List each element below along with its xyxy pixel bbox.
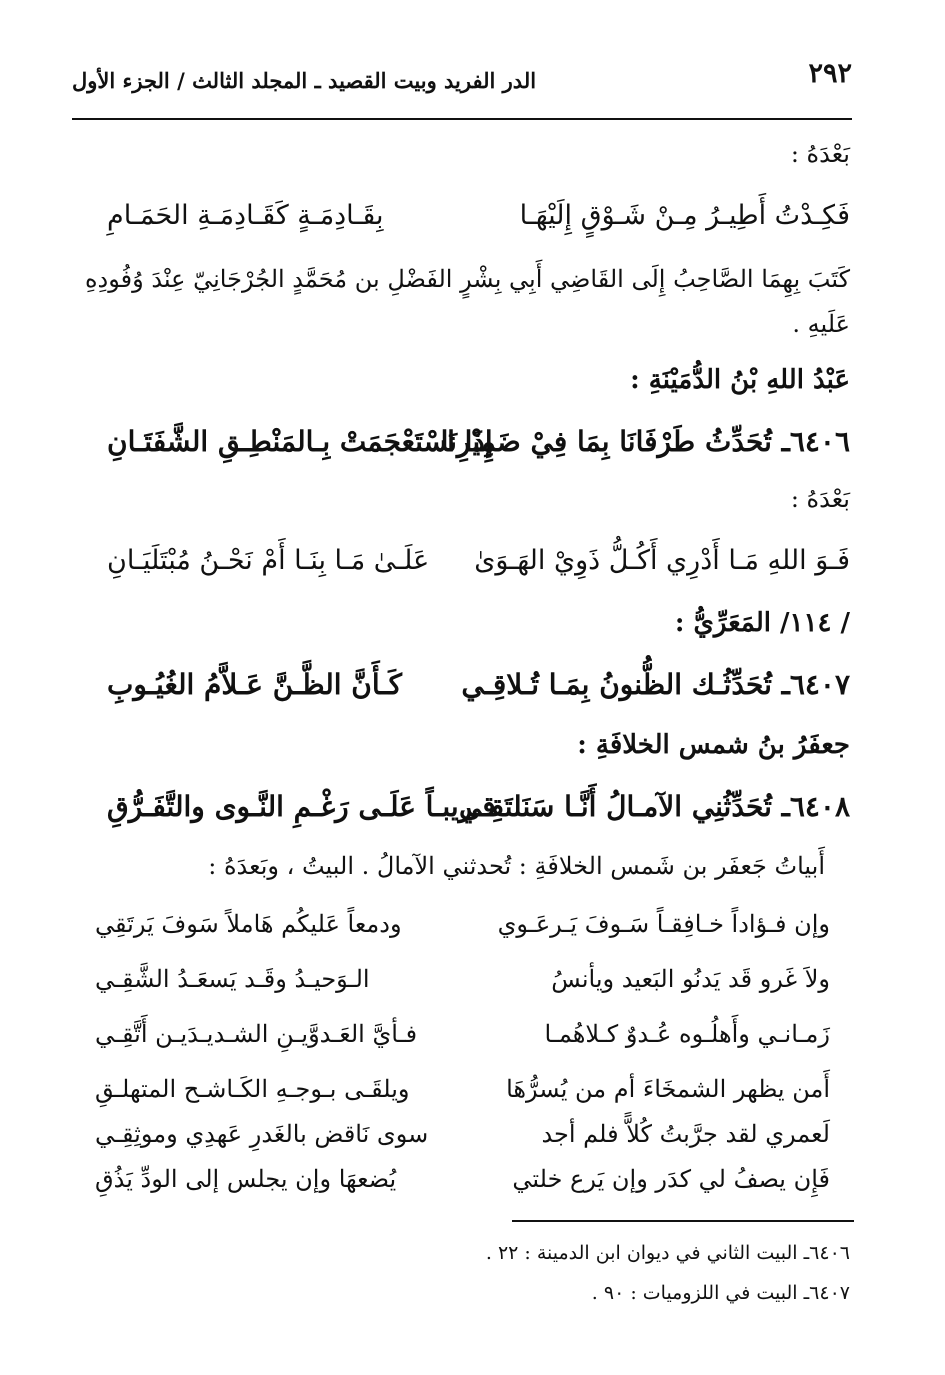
footnote-rule <box>512 1220 854 1222</box>
footnote: ٦٤٠٦ـ البيت الثاني في ديوان ابن الدمينة : ٢٢ . <box>485 1242 850 1264</box>
verse-second-hemistich: ودمعاً عَليكُم هَاملاً سَوفَ يَرتَقِي <box>95 910 402 938</box>
poet-heading: / ١١٤/ المَعَرِّيُّ : <box>674 608 850 638</box>
sub-verse-line <box>95 1075 830 1119</box>
sub-verse-line <box>95 1120 830 1164</box>
numbered-verse-6406 <box>72 425 850 471</box>
numbered-verse-6407 <box>72 668 850 714</box>
verse-first-hemistich: وإن فـؤاداً خـافِقـاً سَـوفَ يَـرعَـوي <box>497 910 830 938</box>
verse-first-hemistich: ولاَ غَرو قَد يَدنُو البَعيد ويأنسُ <box>551 965 830 993</box>
prose-line: أَبياتُ جَعفَر بن شَمس الخلافَةِ : تُحدثني الآمالُ . البيتُ ، وبَعدَهُ : <box>208 852 825 880</box>
sub-verse-line <box>95 1020 830 1064</box>
verse-second-hemistich: بِقَـادِمَـةٍ كَقَـادِمَـةِ الحَمَـامِ <box>107 200 384 231</box>
verse-number: ٦٤٠٦ـ <box>781 425 850 458</box>
verse-first-hemistich: أَمن يظهر الشمخَاءَ أم من يُسرُّهَا <box>506 1075 830 1103</box>
page-header <box>72 58 852 106</box>
intro-line: بَعْدَهُ : <box>790 140 850 168</box>
verse-line <box>72 545 850 591</box>
verse-number: ٦٤٠٨ـ <box>781 790 850 823</box>
verse-first-hemistich: لَعمري لقد جرَّبتُ كُلاًّ فلم أجد <box>541 1120 830 1148</box>
header-rule <box>72 118 852 120</box>
verse-second-hemistich: قـريبـاً عَلَـى رَغْـمِ النَّـوى والتَّفَـرُّقِ <box>107 790 496 823</box>
verse-second-hemistich: ويلقَـى بـوجـهِ الكَـاشـح المتهلـقِ <box>95 1075 410 1103</box>
sub-verse-line <box>95 965 830 1009</box>
verse-first-hemistich: تُحَدِّثُـك الظُّنونُ بِمَـا تُـلاقِـي <box>461 668 772 701</box>
verse-second-hemistich: يُضعهَا وإن يجلس إلى الودِّ يَذُقِ <box>95 1165 397 1193</box>
sub-verse-line <box>95 910 830 954</box>
verse-second-hemistich: كَـأَنَّ الظَّـنَّ عَـلاَّمُ الغُيُـوبِ <box>107 668 402 701</box>
footnote: ٦٤٠٧ـ البيت في اللزوميات : ٩٠ . <box>591 1282 850 1304</box>
verse-line <box>72 200 850 246</box>
verse-first-hemistich: فَكِـدْتُ أَطِيـرُ مِـنْ شَـوْقٍ إِلَيْهَـا <box>519 200 850 231</box>
poet-heading: عَبْدُ اللهِ بْنُ الدُّمَيْنَةِ : <box>630 365 850 395</box>
intro-line: بَعْدَهُ : <box>790 485 850 513</box>
verse-first-hemistich: زَمـانـي وأَهلُـوه عُـدوٌ كـلاهُمـا <box>544 1020 830 1048</box>
verse-second-hemistich: فـأيَّ العَـدوَّيـنِ الشـديـدَيـن أَتَّقِـي <box>95 1020 418 1048</box>
page-number: ٢٩٢ <box>808 58 852 89</box>
sub-verse-line <box>95 1165 830 1209</box>
verse-first-hemistich: فَإِن يصفُ لي كدَر وإن يَرع خلتي <box>512 1165 830 1193</box>
verse-second-hemistich: عَلَـىٰ مَـا بِنَـا أَمْ نَحْـنُ مُبْتَلَيَـانِ <box>107 545 430 576</box>
verse-first-hemistich: تُحَدِّثُ طَرْفَانَا بِمَا فِيْ ضَمِيْرِنَا <box>440 425 772 458</box>
verse-first-hemistich: فَـوَ اللهِ مَـا أَدْرِي أَكُـلُّ ذَوِيْ الهَـوَىٰ <box>474 545 850 576</box>
verse-first-hemistich: تُحَدِّثُنِي الآمـالُ أَنَّـا سَنَلتَقِـي <box>459 790 772 823</box>
running-title: الدر الفريد وبيت القصيد ـ المجلد الثالث / الجزء الأول <box>72 68 537 93</box>
poet-heading: جعفَرُ بنُ شمس الخلافَةِ : <box>577 730 850 760</box>
prose-line: عَلَيهِ . <box>792 310 850 338</box>
verse-number: ٦٤٠٧ـ <box>781 668 850 701</box>
verse-second-hemistich: سوى نَاقض بالغَدرِ عَهدِي وموثِقِـي <box>95 1120 429 1148</box>
verse-second-hemistich: إِذَا اسْتَعْجَمَتْ بِـالمَنْطِـقِ الشَّفَتَـانِ <box>107 425 493 458</box>
prose-line: كَتَبَ بِهِمَا الصَّاحِبُ إِلَى القَاضِي أَبِي بِشْرٍ الفَضْلِ بن مُحَمَّدٍ الجُرْجَانِيّ عِنْدَ وُفُودِهِ <box>84 265 850 293</box>
numbered-verse-6408 <box>72 790 850 836</box>
verse-second-hemistich: الـوَحيـدُ وقَـد يَسعَـدُ الشَّقِـي <box>95 965 370 993</box>
